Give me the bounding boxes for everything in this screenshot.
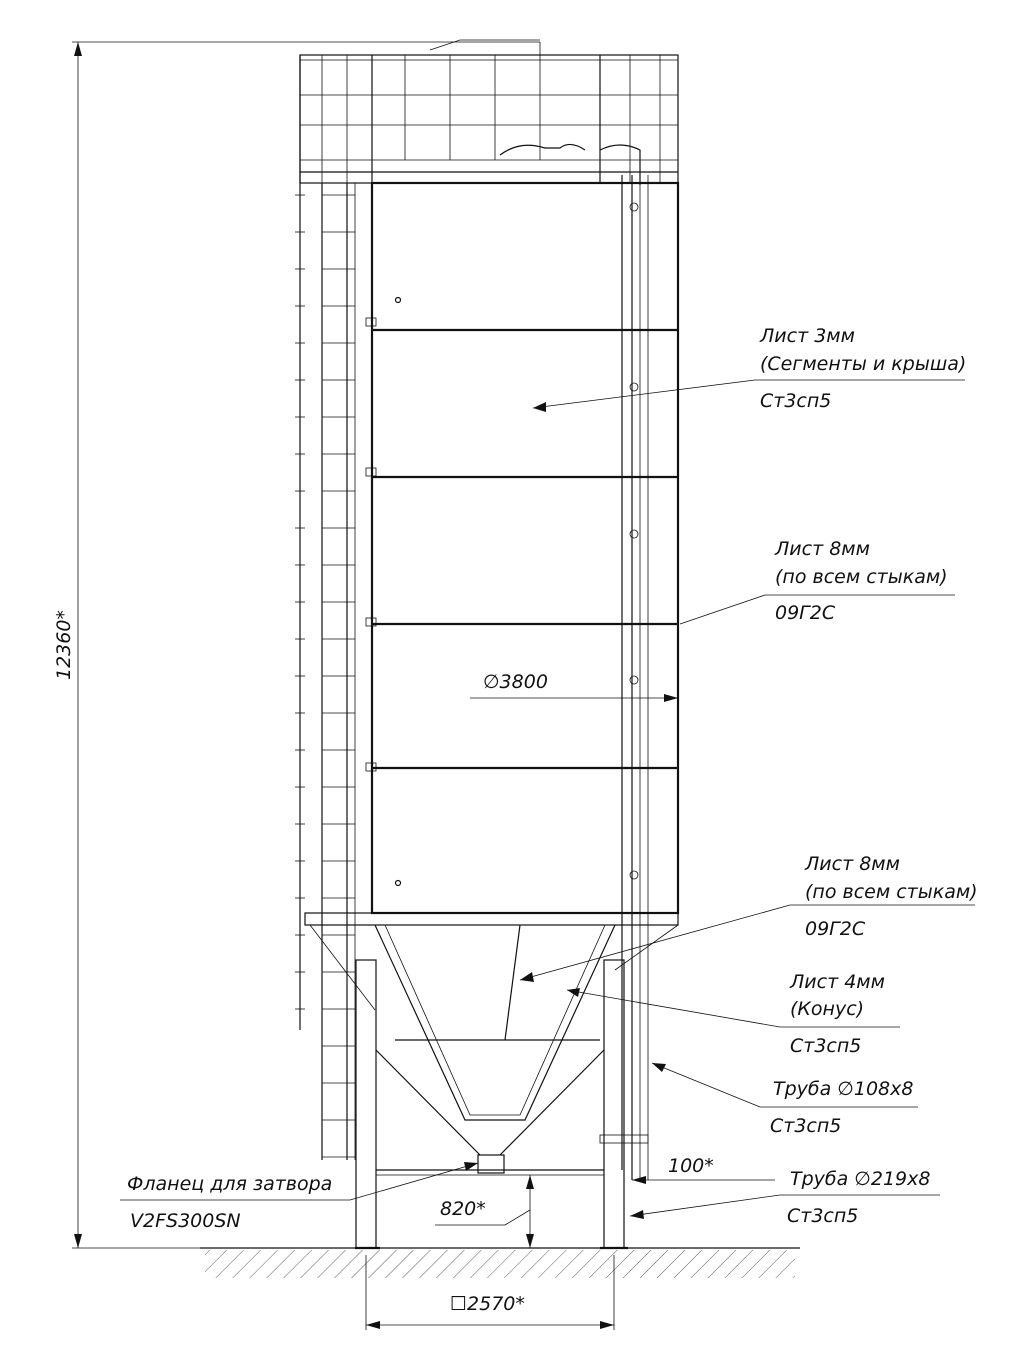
joint-upper-material: 09Г2С [775, 602, 836, 624]
roof-sheet-material: Ст3сп5 [760, 390, 832, 412]
roof-sheet-line2: (Сегменты и крыша) [760, 353, 967, 375]
joint-lower-line1: Лист 8мм [805, 853, 900, 875]
joint-lower-line2: (по всем стыкам) [805, 881, 978, 903]
support-legs [355, 960, 628, 1248]
diameter-dimension [470, 671, 678, 702]
base-width-label: ☐2570* [450, 1293, 525, 1315]
height-dimension [53, 42, 540, 1248]
cone-line2: (Конус) [790, 998, 865, 1020]
joint-upper-line1: Лист 8мм [775, 538, 870, 560]
ladder [295, 55, 355, 1160]
joint-lower-material: 09Г2С [805, 918, 866, 940]
roof-railing [300, 40, 678, 185]
pipe-large-line1: Труба ∅219х8 [790, 1168, 931, 1190]
outlet-height-label: 820* [440, 1198, 486, 1220]
annotation-roof-sheet [533, 325, 966, 412]
joint-upper-line2: (по всем стыкам) [775, 566, 948, 588]
pipe-small-material: Ст3сп5 [770, 1115, 842, 1137]
flange-material: V2FS300SN [130, 1210, 241, 1232]
annotation-flange [120, 1162, 478, 1232]
annotation-cone-sheet [567, 971, 900, 1057]
height-dimension-label: 12360* [53, 610, 75, 680]
flange-line1: Фланец для затвора [127, 1173, 333, 1195]
diameter-label: ∅3800 [483, 671, 548, 693]
pipe-small-line1: Труба ∅108х8 [773, 1078, 914, 1100]
clearance-dimension [632, 1155, 775, 1184]
clearance-label: 100* [668, 1155, 714, 1177]
silo-body [366, 183, 678, 913]
cone-line1: Лист 4мм [790, 971, 885, 993]
outlet-height-dimension [435, 1175, 534, 1248]
annotation-joint-sheet-lower [520, 853, 978, 982]
pipe-large-material: Ст3сп5 [787, 1205, 859, 1227]
annotation-pipe-small [652, 1063, 918, 1137]
annotation-joint-sheet-upper [680, 538, 955, 624]
roof-sheet-line1: Лист 3мм [760, 325, 855, 347]
ground [200, 1248, 800, 1278]
cone-material: Ст3сп5 [790, 1035, 862, 1057]
